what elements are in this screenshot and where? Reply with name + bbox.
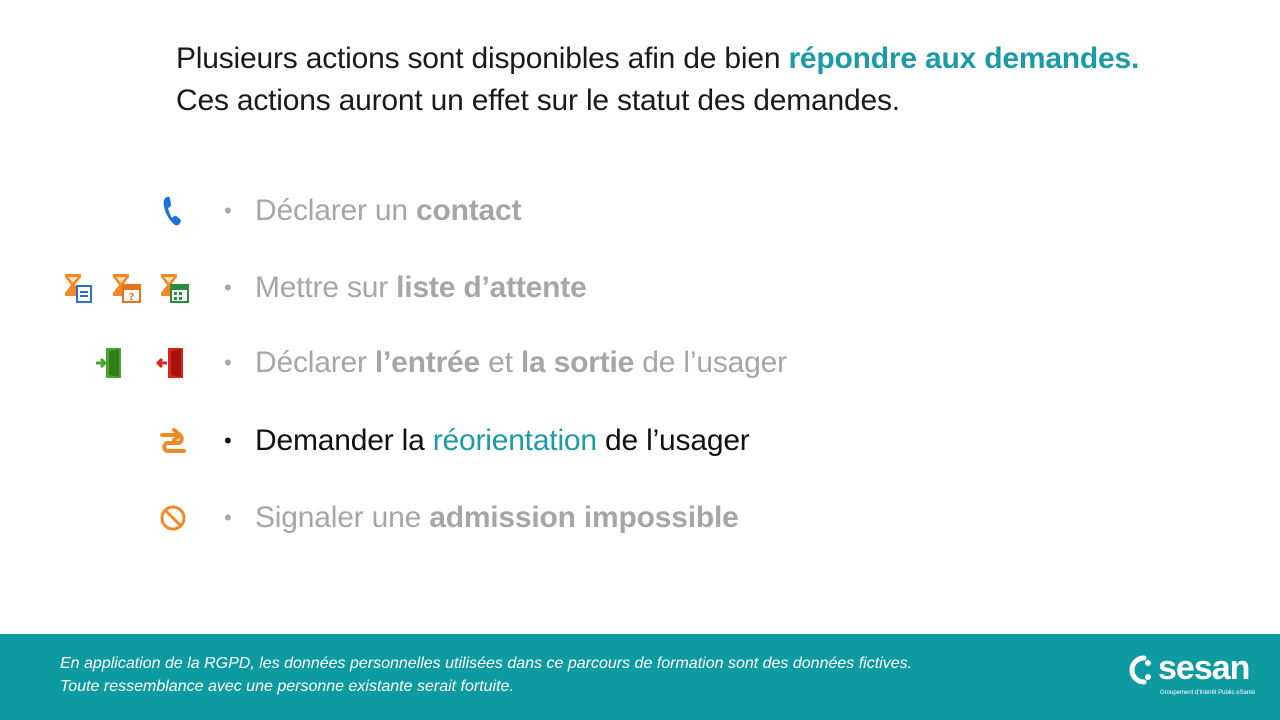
action-waiting-list[interactable]	[0, 263, 1280, 313]
gdpr-disclaimer	[60, 652, 912, 698]
bullet: •	[224, 428, 232, 453]
intro-line-1-prefix: Plusieurs actions sont disponibles afin de bien	[176, 42, 789, 75]
action-label: • Signaler une admission impossible	[224, 493, 739, 543]
action-declare-contact[interactable]	[0, 186, 1280, 236]
footer-banner	[0, 634, 1280, 720]
hourglass-calendar-icon	[158, 272, 190, 304]
svg-text:?: ?	[128, 292, 135, 303]
door-enter-icon	[94, 345, 126, 381]
reorientation-arrow-icon	[158, 426, 188, 456]
logo-text: sesan	[1158, 649, 1250, 687]
bullet: •	[224, 350, 232, 375]
disclaimer-line-2: Toute ressemblance avec une personne existante serait fortuite.	[60, 678, 514, 695]
action-admission-impossible[interactable]	[0, 493, 1280, 543]
logo-tagline: Groupement d'Intérêt Public eSanté	[1160, 690, 1256, 696]
intro-line-2: Ces actions auront un effet sur le statut des demandes.	[176, 84, 900, 117]
bullet: •	[224, 275, 232, 300]
intro-line-1	[176, 38, 1236, 80]
intro-highlight: répondre aux demandes.	[788, 42, 1140, 75]
hourglass-document-icon	[62, 272, 94, 304]
action-label: • Demander la réorientation de l’usager	[224, 416, 750, 466]
prohibited-icon	[159, 504, 187, 532]
action-label: • Mettre sur liste d’attente	[224, 263, 587, 313]
sesan-logo-mark	[1124, 652, 1156, 688]
intro-text	[176, 38, 1236, 122]
hourglass-calendar-question-icon	[110, 272, 142, 304]
action-entry-exit[interactable]	[0, 338, 1280, 388]
action-label: • Déclarer l’entrée et la sortie de l’usager	[224, 338, 787, 388]
reorientation-highlight: réorientation	[432, 424, 597, 457]
phone-icon	[160, 194, 186, 228]
bullet: •	[224, 198, 232, 223]
door-exit-icon	[156, 345, 188, 381]
disclaimer-line-1: En application de la RGPD, les données personnelles utilisées dans ce parcours de formation sont des données fictives.	[60, 655, 913, 672]
action-reorientation[interactable]	[0, 416, 1280, 466]
bullet: •	[224, 505, 232, 530]
sesan-logo	[1124, 649, 1256, 704]
action-label: • Déclarer un contact	[224, 186, 521, 236]
